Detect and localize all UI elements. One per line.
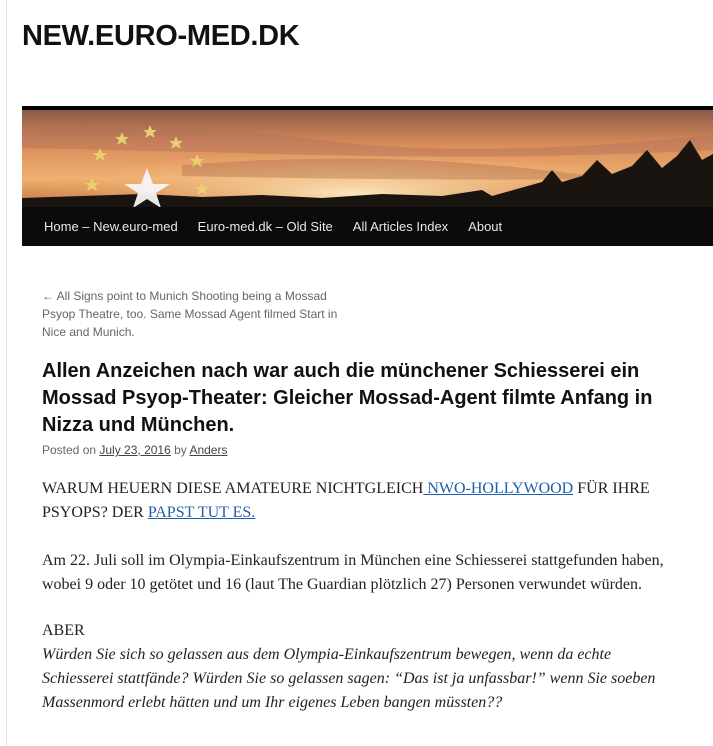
nav-item-home[interactable]: Home – New.euro-med — [44, 219, 178, 234]
intro-paragraph — [42, 477, 677, 525]
page-left-rule — [6, 0, 7, 746]
body-paragraph: Am 22. Juli soll im Olympia-Einkaufszentrum in München eine Schiesserei stattgefunden haben, wobei 9 oder 10 getötet und 16 (laut The Guardian plötzlich 27) Personen verwundet würden. — [42, 552, 664, 593]
author-link[interactable]: Anders — [189, 443, 228, 457]
previous-post-link[interactable]: ← All Signs point to Munich Shooting being a Mossad Psyop Theatre, too. Same Mossad Agent filmed Start in Nice and Munich. — [42, 289, 338, 339]
nav-item-articles-index[interactable]: All Articles Index — [352, 219, 449, 234]
by-label: by — [170, 443, 190, 457]
intro-text-2: FÜR IHRE PSYOPS? DER — [42, 480, 650, 521]
aber-label: ABER — [42, 622, 85, 639]
nav-item-about[interactable]: About — [468, 219, 503, 234]
nav-item-old-site[interactable]: Euro-med.dk – Old Site — [197, 219, 333, 234]
papst-tut-es-link[interactable]: PAPST TUT ES. — [147, 504, 256, 521]
post-title: Allen Anzeichen nach war auch die münchener Schiesserei ein Mossad Psyop-Theater: Gleicher Mossad-Agent filmte Anfang in Nizza und München. — [42, 360, 653, 436]
italic-paragraph: Würden Sie sich so gelassen aus dem Olympia-Einkaufszentrum bewegen, wenn da echte Schiesserei stattfände? Würden Sie so gelassen sagen: “Das ist ja unfassbar!” wenn Sie soeben Massenmord erlebt hätten und um Ihr eigenes Leben bangen müssten?? — [42, 646, 656, 711]
posted-on-label: Posted on — [42, 443, 100, 457]
header-banner-image[interactable] — [22, 110, 713, 208]
main-navigation — [22, 207, 713, 246]
nwo-hollywood-link[interactable]: NWO-HOLLYWOOD — [423, 480, 574, 497]
post-date-link[interactable]: July 23, 2016 — [99, 443, 171, 457]
site-title[interactable]: NEW.EURO-MED.DK — [22, 20, 300, 52]
post-content — [42, 477, 677, 715]
post-meta — [42, 443, 227, 457]
intro-text-1: WARUM HEUERN DIESE AMATEURE NICHTGLEICH — [42, 480, 424, 497]
